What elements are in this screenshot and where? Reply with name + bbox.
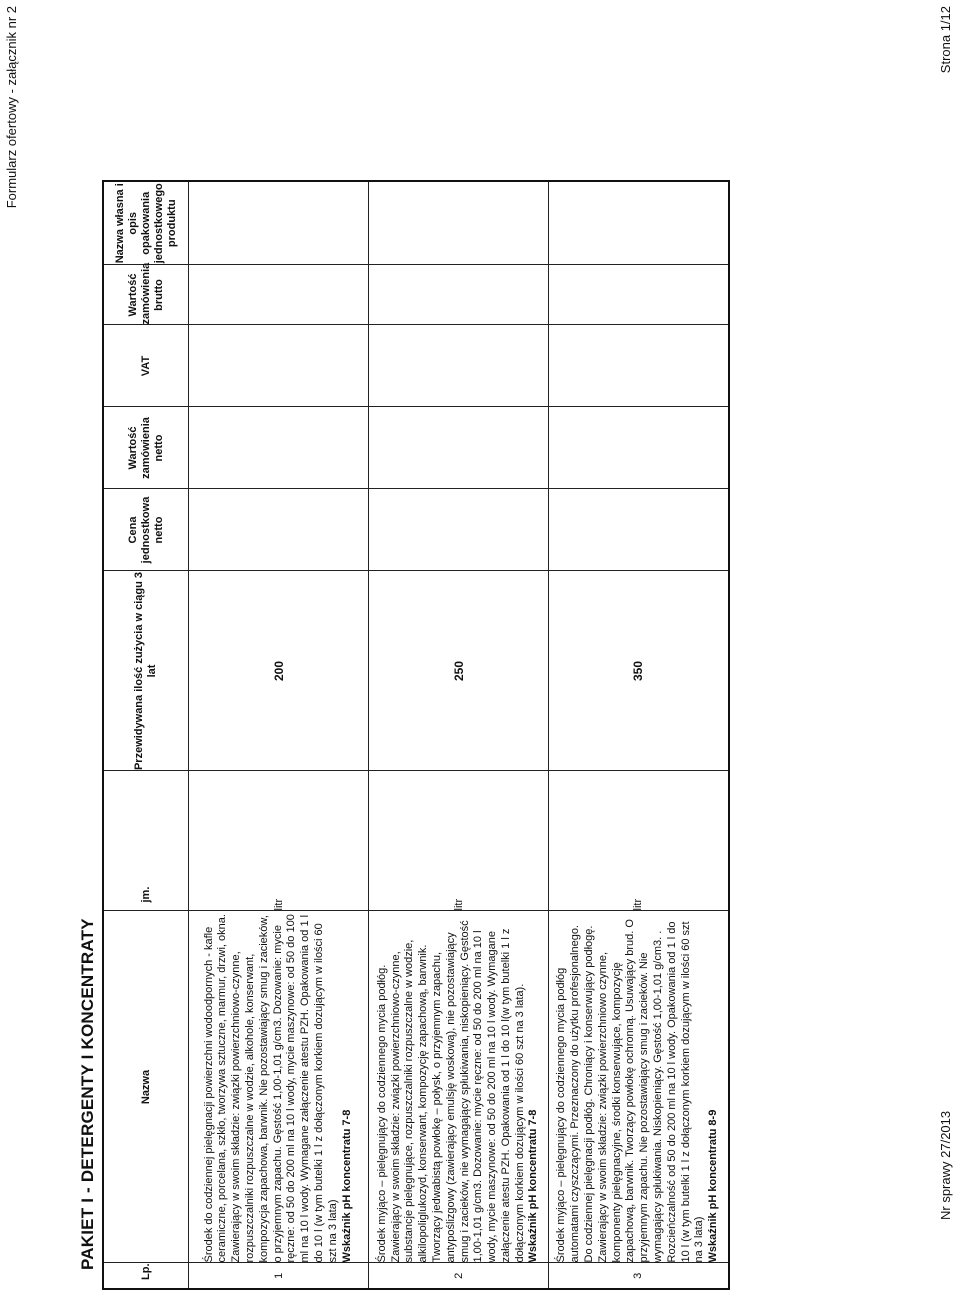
ph-note: Wskaźnik pH koncentratu 7-8 [527,1109,540,1263]
description-text: Środek myjąco – pielęgnujący do codziennego mycia podłóg. Zawierający w swoim składzie: związki powierzchniowo-czynne, substancje pielęgnujące, rozpuszczalniki rozpuszczalne w wodzie, alkilopoliglukozyd, konserwant, kompozycję zapachową, barwnik. Tworzący jedwabistą powłokę – połysk, o przyjemnym zapachu, antypoślizgowy (zawierający emulsję woskową), nie pozostawiający smug i zacieków, nie wymagający spłukiwania, niskopieniący. Gęstość 1,00-1,01 g/cm3. Dozowanie: mycie ręczne: od 50 do 200 ml na 10 l wody, mycie maszynowe: od 50 do 200 ml na 10 l wody. Wymagane załączenie atestu PZH. Opakowania od 1 l do 10 l(w tym butelki 1 l z dołączonym korkiem dozującym w ilości 60 szt na 3 lata). [375,920,526,1263]
col-name: Nazwa [103,911,189,1263]
col-vat: VAT [103,325,189,407]
page-number: Strona 1/12 [938,6,953,74]
col-gross-value: Wartość zamówienia brutto [103,265,189,325]
description-text: Środek myjąco – pielęgnujący do codziennego mycia podłóg automatami czyszczącymi. Przeznaczony do użytku profesjonalnego. Do codziennej pielęgnacji podłóg. Chroniący i konserwujący podłogę. Zawierający w swoim składzie: związki powierzchniowo czynne, komponenty pielęgnacyjne, środki konserwujące, kompozycję zapachową, barwnik. Tworzący powłokę ochronną. Usuwający brud. O przyjemnym zapachu. Nie pozostawiający smug i zacieków. Nie wymagający spłukiwania. Niskopieniący. Gęstość 1,00-1,01 g/cm3. . Rozcieńczalność od 50 do 200 ml na 10 l wody. Opakowania od 1 l do 10 l (w tym butelki 1 l z dołączonym korkiem dozującym w ilości 60 szt na 3 lata) [555,919,706,1263]
table-row [369,181,549,1289]
table-header-row [103,181,189,1289]
gross-value-cell[interactable] [189,265,369,325]
col-qty: Przewidywana ilość zużycia w ciągu 3 lat [103,571,189,771]
row-unit: litr [369,771,549,911]
own-name-cell[interactable] [369,181,549,265]
row-lp: 1 [189,1263,369,1289]
net-value-cell[interactable] [549,407,729,489]
row-description [189,911,369,1263]
description-text: Środek do codziennej pielęgnacji powierzchni wodoodpornych - kafle ceramiczne, porcelana, szkło, tworzywa sztuczne, marmur, drzwi, okna. Zawierający w swoim składzie: związki powierzchniowo-czynne, rozpuszczalniki rozpuszczalne w wodzie, alkohole, konserwant, kompozycja zapachowa, barwnik. Nie pozostawiający smug i zacieków, o przyjemnym zapachu. Gęstość 1,00-1,01 g/cm3. Dozowanie: mycie ręczne: od 50 do 200 ml na 10 l wody, mycie maszynowe: od 50 do 100 ml na 10 l wody. Wymagane załączenie atestu PZH. Opakowania od 1 l do 10 l (w tym butelki 1 l z dołączonym korkiem dozującym w ilości 60 szt na 3 lata) [202,914,339,1263]
col-net-value: Wartość zamówienia netto [103,407,189,489]
unit-price-cell[interactable] [549,489,729,571]
case-number: Nr sprawy 27/2013 [938,1110,953,1220]
col-unit: jm. [103,771,189,911]
row-qty: 250 [369,571,549,771]
offer-table [102,180,730,1290]
ph-note: Wskaźnik pH koncentratu 8-9 [707,1109,720,1263]
vat-cell[interactable] [369,325,549,407]
table-row [549,181,729,1289]
row-description [549,911,729,1263]
vat-cell[interactable] [189,325,369,407]
row-description [369,911,549,1263]
col-own-name: Nazwa własna i opis opakowania jednostkowego produktu [103,181,189,265]
row-qty: 200 [189,571,369,771]
vat-cell[interactable] [549,325,729,407]
row-lp: 3 [549,1263,729,1289]
ph-note: Wskaźnik pH koncentratu 7-8 [340,1109,353,1263]
net-value-cell[interactable] [189,407,369,489]
net-value-cell[interactable] [369,407,549,489]
form-title: Formularz ofertowy - załącznik nr 2 [4,6,19,209]
table-row [189,181,369,1289]
own-name-cell[interactable] [189,181,369,265]
gross-value-cell[interactable] [549,265,729,325]
row-lp: 2 [369,1263,549,1289]
row-unit: litr [549,771,729,911]
unit-price-cell[interactable] [369,489,549,571]
gross-value-cell[interactable] [369,265,549,325]
own-name-cell[interactable] [549,181,729,265]
package-title: PAKIET I - DETERGENTY I KONCENTRATY [78,918,97,1270]
row-unit: litr [189,771,369,911]
row-qty: 350 [549,571,729,771]
col-lp: Lp. [103,1263,189,1289]
col-unit-price: Cena jednostkowa netto [103,489,189,571]
unit-price-cell[interactable] [189,489,369,571]
